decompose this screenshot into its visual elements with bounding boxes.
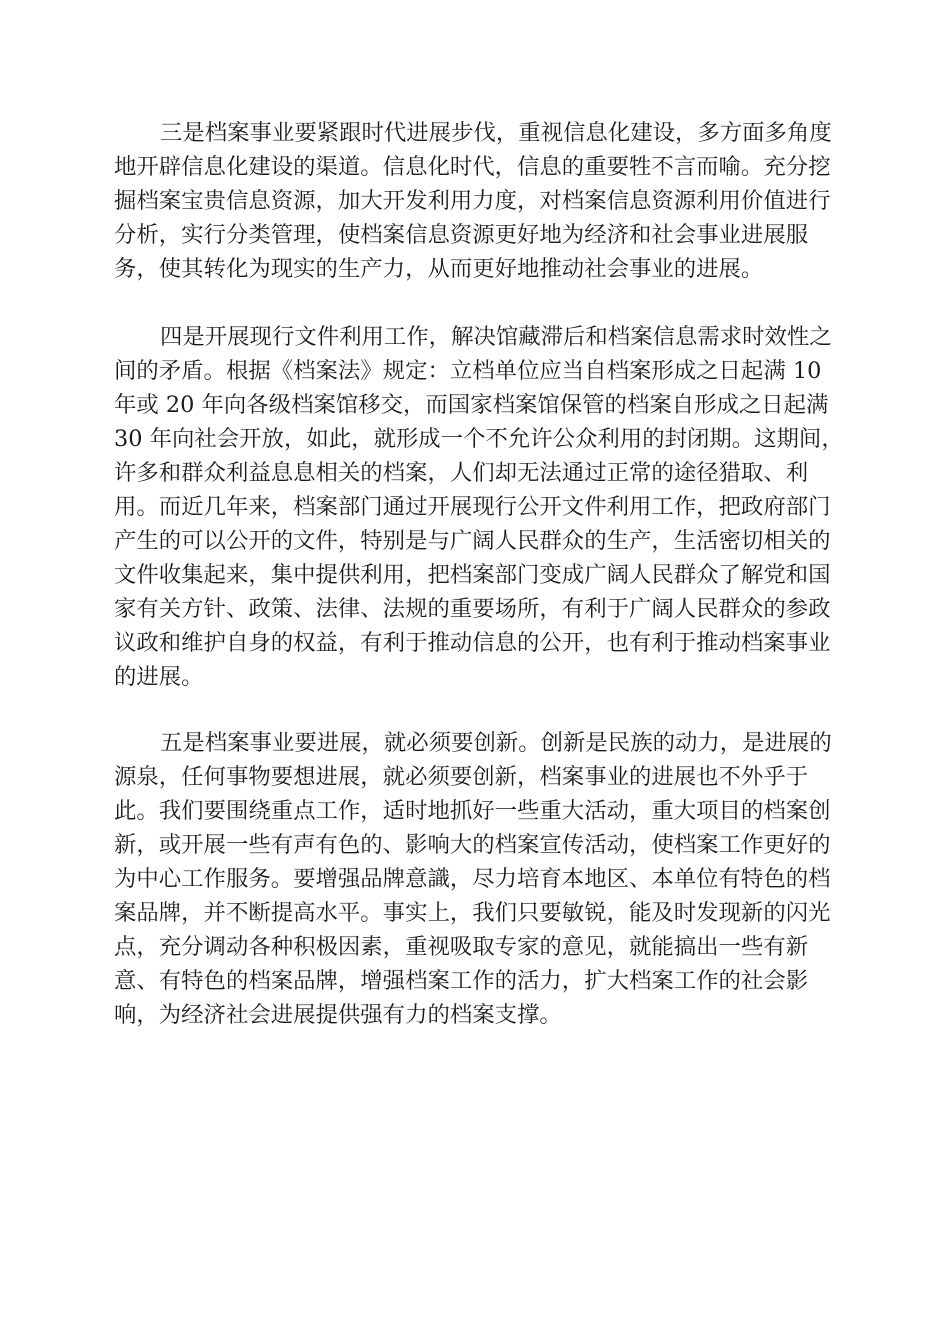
paragraph-line: 四是开展现行文件利用工作，解决馆藏滞后和档案信息需求时效性之 bbox=[160, 324, 832, 350]
paragraph-line: 产生的可以公开的文件，特别是与广阔人民群众的生产，生活密切相关的 bbox=[114, 528, 831, 554]
paragraph-line: 点，充分调动各种积极因素，重视吸取专家的意见，就能搞出一些有新 bbox=[114, 934, 809, 960]
paragraph-line: 分析，实行分类管理，使档案信息资源更好地为经济和社会事业进展服 bbox=[114, 222, 809, 248]
paragraph-line: 三是档案事业要紧跟时代进展步伐，重视信息化建设，多方面多角度 bbox=[160, 120, 832, 146]
paragraph-line: 为中心工作服务。要增强品牌意識，尽力培育本地区、本单位有特色的档 bbox=[114, 866, 831, 892]
paragraph-line: 案品牌，并不断提高水平。事实上，我们只要敏锐，能及时发现新的闪光 bbox=[114, 900, 831, 926]
paragraph-line: 议政和维护自身的权益，有利于推动信息的公开，也有利于推动档案事业 bbox=[114, 630, 831, 656]
paragraph-line: 许多和群众利益息息相关的档案，人们却无法通过正常的途径猎取、利 bbox=[114, 460, 809, 486]
paragraph-line: 的进展。 bbox=[114, 664, 204, 690]
paragraph-line: 源泉，任何事物要想进展，就必须要创新，档案事业的进展也不外乎于 bbox=[114, 764, 809, 790]
paragraph-line: 新，或开展一些有声有色的、影响大的档案宣传活动，使档案工作更好的 bbox=[114, 832, 831, 858]
paragraph-line: 响，为经济社会进展提供强有力的档案支撑。 bbox=[114, 1002, 562, 1028]
paragraph-line: 地开辟信息化建设的渠道。信息化时代，信息的重要牲不言而喻。充分挖 bbox=[114, 154, 831, 180]
paragraph-line: 30 年向社会开放，如此，就形成一个不允许公众利用的封闭期。这期间， bbox=[114, 426, 844, 452]
paragraph-line: 用。而近几年来，档案部门通过开展现行公开文件利用工作，把政府部门 bbox=[114, 494, 831, 520]
paragraph-line: 务，使其转化为现实的生产力，从而更好地推动社会事业的进展。 bbox=[114, 256, 764, 282]
paragraph-line: 五是档案事业要进展，就必须要创新。创新是民族的动力，是进展的 bbox=[160, 730, 832, 756]
paragraph-line: 掘档案宝贵信息资源，加大开发利用力度，对档案信息资源利用价值进行 bbox=[114, 188, 831, 214]
paragraph-line: 年或 20 年向各级档案馆移交，而国家档案馆保管的档案自形成之日起满 bbox=[114, 392, 829, 418]
paragraph-line: 间的矛盾。根据《档案法》规定：立档单位应当自档案形成之日起满 10 bbox=[114, 358, 822, 384]
paragraph-line: 文件收集起来，集中提供利用，把档案部门变成广阔人民群众了解党和国 bbox=[114, 562, 831, 588]
paragraph-line: 家有关方针、政策、法律、法规的重要场所，有利于广阔人民群众的参政 bbox=[114, 596, 831, 622]
paragraph-line: 此。我们要围绕重点工作，适时地抓好一些重大活动，重大项目的档案创 bbox=[114, 798, 831, 824]
paragraph-line: 意、有特色的档案品牌，增强档案工作的活力，扩大档案工作的社会影 bbox=[114, 968, 809, 994]
